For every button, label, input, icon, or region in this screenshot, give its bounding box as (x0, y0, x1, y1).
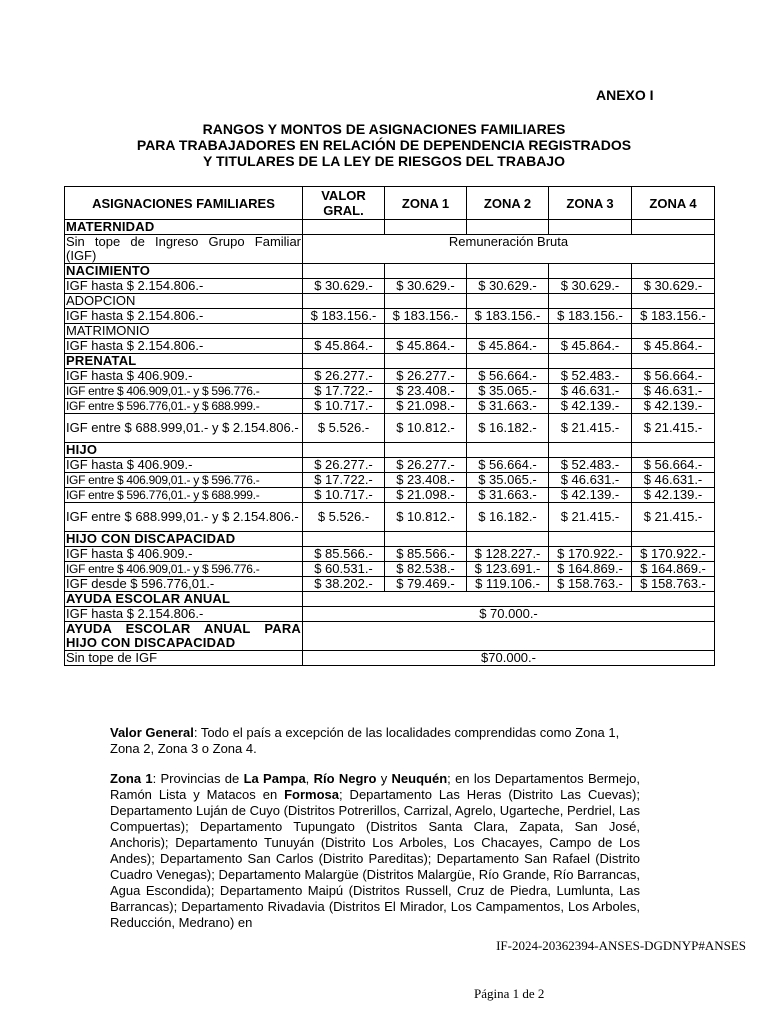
table-row (65, 503, 715, 532)
value-cell: $ 164.869.- (632, 562, 715, 577)
empty-cell (549, 532, 632, 547)
section-row (65, 622, 715, 651)
value-cell: $ 56.664.- (467, 458, 549, 473)
table-row (65, 309, 715, 324)
section-adopcion: ADOPCION (65, 294, 303, 309)
empty-cell (549, 294, 632, 309)
value-cell: $ 46.631.- (632, 473, 715, 488)
zona-1-text: y (376, 771, 392, 786)
row-label: IGF entre $ 596.776,01.- y $ 688.999.- (65, 399, 303, 414)
empty-cell (385, 324, 467, 339)
value-cell: $ 183.156.- (467, 309, 549, 324)
value-cell: $ 10.812.- (385, 414, 467, 443)
title-line-2: PARA TRABAJADORES EN RELACIÓN DE DEPENDENCIA REGISTRADOS (136, 137, 632, 153)
empty-cell (632, 443, 715, 458)
table-row (65, 369, 715, 384)
value-cell: $ 16.182.- (467, 503, 549, 532)
value-cell: $ 46.631.- (549, 473, 632, 488)
value-cell: $ 23.408.- (385, 384, 467, 399)
empty-cell (303, 532, 385, 547)
value-cell: $ 56.664.- (467, 369, 549, 384)
empty-cell (385, 264, 467, 279)
row-label: IGF hasta $ 2.154.806.- (65, 607, 303, 622)
empty-cell (303, 324, 385, 339)
header-row (65, 187, 715, 220)
table-row (65, 339, 715, 354)
value-cell: $ 21.415.- (549, 414, 632, 443)
empty-cell (467, 220, 549, 235)
empty-cell (303, 264, 385, 279)
value-cell: $ 170.922.- (632, 547, 715, 562)
zona-1-province: Formosa (284, 787, 340, 802)
section-hijo-discapacidad: HIJO CON DISCAPACIDAD (65, 532, 303, 547)
row-label: IGF entre $ 688.999,01.- y $ 2.154.806.- (65, 503, 303, 532)
empty-cell (632, 264, 715, 279)
zona-1-province: Río Negro (313, 771, 377, 786)
value-cell: $ 158.763.- (549, 577, 632, 592)
value-cell: $ 46.631.- (632, 384, 715, 399)
value-cell: $ 183.156.- (549, 309, 632, 324)
allowances-table (64, 186, 715, 666)
value-cell: $ 158.763.- (632, 577, 715, 592)
value-cell: $ 38.202.- (303, 577, 385, 592)
empty-cell (632, 220, 715, 235)
value-cell: $ 21.415.- (549, 503, 632, 532)
empty-cell (467, 294, 549, 309)
value-cell: $ 26.277.- (385, 458, 467, 473)
empty-cell (385, 532, 467, 547)
maternidad-value: Remuneración Bruta (303, 235, 715, 264)
table-row (65, 458, 715, 473)
section-row (65, 592, 715, 607)
empty-cell (632, 294, 715, 309)
empty-cell (385, 220, 467, 235)
row-label: IGF entre $ 688.999,01.- y $ 2.154.806.- (65, 414, 303, 443)
section-row (65, 443, 715, 458)
empty-cell (467, 264, 549, 279)
value-cell: $ 23.408.- (385, 473, 467, 488)
section-nacimiento: NACIMIENTO (65, 264, 303, 279)
empty-cell (549, 220, 632, 235)
value-cell: $ 46.631.- (549, 384, 632, 399)
value-cell: $ 10.717.- (303, 399, 385, 414)
row-label: IGF hasta $ 406.909.- (65, 458, 303, 473)
section-row (65, 324, 715, 339)
table-row (65, 488, 715, 503)
valor-general-text: : Todo el país a excepción de las localidades comprendidas como Zona 1, Zona 2, Zona 3 o Zona 4. (110, 725, 620, 756)
value-cell: $ 31.663.- (467, 488, 549, 503)
empty-cell (632, 532, 715, 547)
value-cell: $ 31.663.- (467, 399, 549, 414)
value-cell: $ 45.864.- (632, 339, 715, 354)
value-cell: $ 26.277.- (303, 458, 385, 473)
section-matrimonio: MATRIMONIO (65, 324, 303, 339)
ayuda-escolar-discapacidad-value: $70.000.- (303, 651, 715, 666)
empty-cell (467, 443, 549, 458)
value-cell: $ 30.629.- (632, 279, 715, 294)
section-row (65, 354, 715, 369)
zona-1-text: ; Departamento Las Heras (Distrito Las Cuevas); Departamento Luján de Cuyo (Distritos Potrerillos, Carrizal, Agrelo, Ugarteche, Perdriel, Las Compuertas); Departamento Tupungato (Distritos Santa Clara, Zapata, San José, Anchoris); Departamento Tunuyán (Distrito Los Arboles, Los Chacayes, Campo de Los Andes); Departamento San Carlos (Distrito Pareditas); Departamento San Rafael (Distrito Cuadro Venegas); Departamento Malargüe (Distritos Malargüe, Río Grande, Río Barrancas, Agua Escondida); Departamento Maipú (Distritos Russell, Cruz de Piedra, Lumlunta, Las Barrancas); Departamento Rivadavia (Distritos El Mirador, Los Campamentos, Los Arboles, Reducción, Medrano) en (110, 787, 640, 930)
annex-label: ANEXO I (596, 87, 654, 103)
empty-cell (303, 443, 385, 458)
value-cell: $ 82.538.- (385, 562, 467, 577)
header-zona-2: ZONA 2 (467, 187, 549, 220)
row-label: IGF hasta $ 2.154.806.- (65, 279, 303, 294)
value-cell: $ 10.717.- (303, 488, 385, 503)
value-cell: $ 30.629.- (467, 279, 549, 294)
value-cell: $ 21.415.- (632, 414, 715, 443)
empty-cell (467, 532, 549, 547)
header-zona-1: ZONA 1 (385, 187, 467, 220)
zona-1-text: , (305, 771, 314, 786)
row-label: IGF entre $ 406.909,01.- y $ 596.776.- (65, 562, 303, 577)
section-row (65, 264, 715, 279)
empty-cell (303, 294, 385, 309)
empty-cell (467, 354, 549, 369)
header-zona-4: ZONA 4 (632, 187, 715, 220)
empty-cell (303, 592, 715, 607)
empty-cell (549, 264, 632, 279)
value-cell: $ 16.182.- (467, 414, 549, 443)
table-row (65, 235, 715, 264)
table-row (65, 651, 715, 666)
empty-cell (549, 324, 632, 339)
table-row (65, 384, 715, 399)
empty-cell (632, 354, 715, 369)
document-title (60, 121, 708, 169)
empty-cell (303, 220, 385, 235)
table-row (65, 562, 715, 577)
document-id: IF-2024-20362394-ANSES-DGDNYP#ANSES (496, 938, 746, 953)
empty-cell (303, 622, 715, 651)
value-cell: $ 128.227.- (467, 547, 549, 562)
value-cell: $ 119.106.- (467, 577, 549, 592)
value-cell: $ 52.483.- (549, 369, 632, 384)
value-cell: $ 42.139.- (632, 399, 715, 414)
value-cell: $ 17.722.- (303, 384, 385, 399)
valor-general-note (110, 725, 640, 757)
value-cell: $ 17.722.- (303, 473, 385, 488)
row-label: IGF hasta $ 406.909.- (65, 547, 303, 562)
value-cell: $ 5.526.- (303, 503, 385, 532)
value-cell: $ 56.664.- (632, 458, 715, 473)
valor-general-label: Valor General (110, 725, 194, 740)
title-line-3: Y TITULARES DE LA LEY DE RIESGOS DEL TRABAJO (203, 153, 565, 169)
zona-1-note (110, 771, 640, 931)
section-maternidad: MATERNIDAD (65, 220, 303, 235)
value-cell: $ 26.277.- (385, 369, 467, 384)
empty-cell (467, 324, 549, 339)
row-label: IGF entre $ 406.909,01.- y $ 596.776.- (65, 473, 303, 488)
value-cell: $ 123.691.- (467, 562, 549, 577)
row-label: IGF hasta $ 406.909.- (65, 369, 303, 384)
value-cell: $ 42.139.- (549, 399, 632, 414)
value-cell: $ 42.139.- (632, 488, 715, 503)
value-cell: $ 45.864.- (303, 339, 385, 354)
zona-1-label: Zona 1 (110, 771, 153, 786)
zona-1-text: ; en los Departamentos Bermejo, Ramón Lista y Matacos en (110, 771, 640, 802)
section-prenatal: PRENATAL (65, 354, 303, 369)
row-label: IGF entre $ 596.776,01.- y $ 688.999.- (65, 488, 303, 503)
value-cell: $ 45.864.- (467, 339, 549, 354)
value-cell: $ 21.098.- (385, 488, 467, 503)
header-asignaciones: ASIGNACIONES FAMILIARES (65, 187, 303, 220)
row-label: Sin tope de IGF (65, 651, 303, 666)
value-cell: $ 183.156.- (303, 309, 385, 324)
empty-cell (385, 294, 467, 309)
value-cell: $ 60.531.- (303, 562, 385, 577)
table-row (65, 279, 715, 294)
section-hijo: HIJO (65, 443, 303, 458)
value-cell: $ 79.469.- (385, 577, 467, 592)
value-cell: $ 85.566.- (303, 547, 385, 562)
row-label: IGF desde $ 596.776,01.- (65, 577, 303, 592)
table-row (65, 399, 715, 414)
zona-1-text: : Provincias de (152, 771, 244, 786)
value-cell: $ 52.483.- (549, 458, 632, 473)
value-cell: $ 21.098.- (385, 399, 467, 414)
value-cell: $ 170.922.- (549, 547, 632, 562)
section-row (65, 294, 715, 309)
header-zona-3: ZONA 3 (549, 187, 632, 220)
value-cell: $ 30.629.- (303, 279, 385, 294)
value-cell: $ 183.156.- (385, 309, 467, 324)
value-cell: $ 85.566.- (385, 547, 467, 562)
value-cell: $ 183.156.- (632, 309, 715, 324)
header-valor-gral: VALOR GRAL. (303, 187, 385, 220)
value-cell: $ 45.864.- (385, 339, 467, 354)
table-row (65, 607, 715, 622)
value-cell: $ 164.869.- (549, 562, 632, 577)
page-number: Página 1 de 2 (474, 986, 545, 1001)
value-cell: $ 5.526.- (303, 414, 385, 443)
row-label: IGF hasta $ 2.154.806.- (65, 339, 303, 354)
empty-cell (385, 443, 467, 458)
value-cell: $ 56.664.- (632, 369, 715, 384)
empty-cell (385, 354, 467, 369)
ayuda-escolar-value: $ 70.000.- (303, 607, 715, 622)
zona-1-province: La Pampa (243, 771, 306, 786)
section-ayuda-escolar: AYUDA ESCOLAR ANUAL (65, 592, 303, 607)
table-row (65, 414, 715, 443)
empty-cell (549, 443, 632, 458)
value-cell: $ 10.812.- (385, 503, 467, 532)
value-cell: $ 45.864.- (549, 339, 632, 354)
empty-cell (303, 354, 385, 369)
table-row (65, 577, 715, 592)
empty-cell (549, 354, 632, 369)
value-cell: $ 35.065.- (467, 384, 549, 399)
empty-cell (632, 324, 715, 339)
value-cell: $ 35.065.- (467, 473, 549, 488)
value-cell: $ 30.629.- (549, 279, 632, 294)
row-label: IGF entre $ 406.909,01.- y $ 596.776.- (65, 384, 303, 399)
title-line-1: RANGOS Y MONTOS DE ASIGNACIONES FAMILIARES (202, 121, 566, 137)
value-cell: $ 26.277.- (303, 369, 385, 384)
table-row (65, 547, 715, 562)
section-row (65, 220, 715, 235)
value-cell: $ 42.139.- (549, 488, 632, 503)
section-ayuda-escolar-discapacidad: AYUDA ESCOLAR ANUAL PARA HIJO CON DISCAPACIDAD (66, 621, 301, 650)
value-cell: $ 30.629.- (385, 279, 467, 294)
table-row (65, 473, 715, 488)
row-label: Sin tope de Ingreso Grupo Familiar (IGF) (66, 234, 301, 263)
value-cell: $ 21.415.- (632, 503, 715, 532)
section-row (65, 532, 715, 547)
row-label: IGF hasta $ 2.154.806.- (65, 309, 303, 324)
zona-1-province: Neuquén (391, 771, 448, 786)
